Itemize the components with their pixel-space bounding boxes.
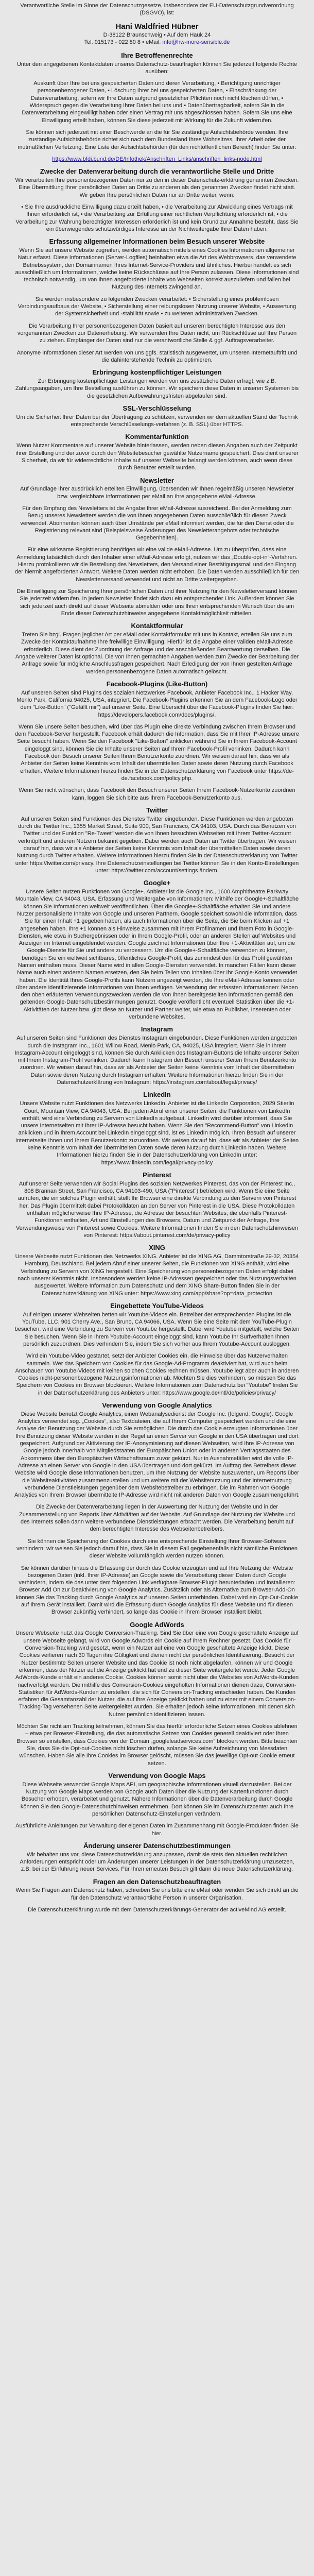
section-paragraph: Diese Website benutzt Google Analytics, einen Webanalysedienst der Google Inc. (folgend: Google). Google Analytics verwendet sog. „Cookies“, also Textdateien, die auf Ihrem Computer gespeichert werden und die eine Analyse der Benutzung der Website durch Sie ermöglichen. Die durch das Cookie erzeugten Informationen über Ihre Benutzung dieser Website werden in der Regel an einen Server von Google in den USA übertragen und dort gespeichert. Aufgrund der Aktivierung der IP-Anonymisierung auf diesen Webseiten, wird Ihre IP-Adresse von Google jedoch innerhalb von Mitgliedstaaten der Europäischen Union oder in anderen Vertragsstaaten des Abkommens über den Europäischen Wirtschaftsraum zuvor gekürzt. Nur in Ausnahmefällen wird die volle IP-Adresse an einen Server von Google in den USA übertragen und dort gekürzt. Im Auftrag des Betreibers dieser Website wird Google diese Informationen benutzen, um Ihre Nutzung der Website auszuwerten, um Reports über die Websiteaktivitäten zusammenzustellen und um weitere mit der Websitenutzung und der Internetnutzung verbundene Dienstleistungen gegenüber dem Websitebetreiber zu erbringen. Die im Rahmen von Google Analytics von Ihrem Browser übermittelte IP-Adresse wird nicht mit anderen Daten von Google zusammengeführt.	[14, 1411, 300, 1499]
controller-contact	[14, 31, 300, 46]
section-paragraph: Auf Grundlage Ihrer ausdrücklich erteilten Einwilligung, übersenden wir Ihnen regelmäßig unseren Newsletter bzw. vergleichbare Informationen per eMail an Ihre angegebene eMail-Adresse.	[20, 486, 294, 500]
section-maps	[14, 1772, 300, 1837]
controller-email-link[interactable]: info@hw-more-sensible.de	[162, 39, 230, 46]
section-heading: Eingebettete YouTube-Videos	[110, 1301, 204, 1310]
section-paragraph: Die Einwilligung zur Speicherung Ihrer persönlichen Daten und ihrer Nutzung für den Newsletterversand können Sie jederzeit widerrufen. In jedem Newsletter findet sich dazu ein entsprechender Link. Außerdem können Sie sich jederzeit auch direkt auf dieser Webseite abmelden oder uns Ihren entsprechenden Wunsch über die am Ende dieser Datenschutzhinweise angegebene Kontaktmöglichkeit mitteilen.	[16, 588, 298, 617]
section-twitter	[14, 806, 300, 874]
section-paragraph: Auf unseren Seiten sind Funktionen des Dienstes Twitter eingebunden. Diese Funktionen werden angeboten durch die Twitter Inc., 1355 Market Street, Suite 900, San Francisco, CA 94103, USA. Durch das Benutzen von Twitter und der Funktion "Re-Tweet" werden die von Ihnen besuchten Webseiten mit Ihrem Twitter-Account verknüpft und anderen Nutzern bekannt gegeben. Dabei werden auch Daten an Twitter übertragen. Wir weisen darauf hin, dass wir als Anbieter der Seiten keine Kenntnis vom Inhalt der übermittelten Daten sowie deren Nutzung durch Twitter erhalten. Weitere Informationen hierzu finden Sie in der Datenschutzerklärung von Twitter unter https://twitter.com/privacy. Ihre Datenschutzeinstellungen bei Twitter können Sie in den Konto-Einstellungen unter: https://twitter.com/account/settings ändern.	[15, 816, 299, 874]
section-paragraph: Sie können darüber hinaus die Erfassung der durch das Cookie erzeugten und auf Ihre Nutzung der Website bezogenen Daten (inkl. Ihrer IP-Adresse) an Google sowie die Verarbeitung dieser Daten durch Google verhindern, indem sie das unter dem folgenden Link verfügbare Browser-Plugin herunterladen und installieren: Browser Add On zur Deaktivierung von Google Analytics. Zusätzlich oder als Alternative zum Browser-Add-On können Sie das Tracking durch Google Analytics auf unseren Seiten unterbinden. Dabei wird ein Opt-Out-Cookie auf Ihrem Gerät installiert. Damit wird die Erfassung durch Google Analytics für diese Website und für diesen Browser zukünftig verhindert, so lange das Cookie in Ihrem Browser installiert bleibt.	[15, 1565, 299, 1616]
section-paragraph: Die Datenschutzerklärung wurde mit dem Datenschutzerklärungs-Generator der activeMind AG erstellt.	[28, 1907, 286, 1913]
section-xing	[14, 1244, 300, 1297]
section-heading: Verwendung von Google Maps	[108, 1771, 206, 1780]
section-paragraph: Unsere Seiten nutzen Funktionen von Google+. Anbieter ist die Google Inc., 1600 Amphitheatre Parkway Mountain View, CA 94043, USA. Erfassung und Weitergabe von Informationen: Mithilfe der Google+-Schaltfläche können Sie Informationen weltweit veröffentlichen. Über die Google+-Schaltfläche erhalten Sie und andere Nutzer personalisierte Inhalte von Google und unseren Partnern. Google speichert sowohl die Information, dass Sie für einen Inhalt +1 gegeben haben, als auch Informationen über die Seite, die Sie beim Klicken auf +1 angesehen haben. Ihre +1 können als Hinweise zusammen mit Ihrem Profilnamen und Ihrem Foto in Google-Diensten, wie etwa in Suchergebnissen oder in Ihrem Google-Profil, oder an anderen Stellen auf Websites und Anzeigen im Internet eingeblendet werden. Google zeichnet Informationen über Ihre +1-Aktivitäten auf, um die Google-Dienste für Sie und andere zu verbessern. Um die Google+-Schaltfläche verwenden zu können, benötigen Sie ein weltweit sichtbares, öffentliches Google-Profil, das zumindest den für das Profil gewählten Namen enthalten muss. Dieser Name wird in allen Google-Diensten verwendet. In manchen Fällen kann dieser Name auch einen anderen Namen ersetzen, den Sie beim Teilen von Inhalten über Ihr Google-Konto verwendet haben. Die Identität Ihres Google-Profils kann Nutzern angezeigt werden, die Ihre eMail-Adresse kennen oder über andere identifizierende Informationen von Ihnen verfügen. Verwendung der erfassten Informationen: Neben den oben erläuterten Verwendungszwecken werden die von Ihnen bereitgestellten Informationen gemäß den geltenden Google-Datenschutzbestimmungen genutzt. Google veröffentlicht eventuell Statistiken über die +1-Aktivitäten der Nutzer bzw. gibt diese an Nutzer und Partner weiter, wie etwa an Publisher, Inserenten oder verbundene Websites.	[15, 889, 299, 1021]
section-heading: Facebook-Plugins (Like-Button)	[106, 680, 208, 688]
section-paragraph: Unsere Website nutzt Funktionen des Netzwerks LinkedIn. Anbieter ist die LinkedIn Corporation, 2029 Stierlin Court, Mountain View, CA 94043, USA. Bei jedem Abruf einer unserer Seiten, die Funktionen von LinkedIn enthält, wird eine Verbindung zu Servern von LinkedIn aufgebaut. LinkedIn wird darüber informiert, dass Sie unsere Internetseiten mit Ihrer IP-Adresse besucht haben. Wenn Sie den "Recommend-Button" von LinkedIn anklicken und in Ihrem Account bei LinkedIn eingeloggt sind, ist es LinkedIn möglich, Ihren Besuch auf unserer Internetseite Ihnen und Ihrem Benutzerkonto zuzuordnen. Wir weisen darauf hin, dass wir als Anbieter der Seiten keine Kenntnis vom Inhalt der übermittelten Daten sowie deren Nutzung durch LinkedIn haben. Weitere Informationen hierzu finden Sie in der Datenschutzerklärung von LinkedIn unter: https://www.linkedin.com/legal/privacy-policy	[15, 1100, 299, 1166]
section-paragraph: Ausführliche Anleitungen zur Verwaltung der eigenen Daten im Zusammenhang mit Google-Produkten finden Sie hier.	[15, 1823, 299, 1837]
section-heading: Kontaktformular	[131, 622, 183, 630]
section-paragraph: Wenn Sie Fragen zum Datenschutz haben, schreiben Sie uns bitte eine eMail oder wenden Sie sich direkt an die für den Datenschutz verantwortliche Person in unserer Organisation.	[15, 1887, 299, 1901]
controller-intro: Verantwortliche Stelle im Sinne der Datenschutzgesetze, insbesondere der EU-Datenschutzgrundverordnung (DSGVO), ist:	[20, 3, 294, 16]
section-heading: Ihre Betroffenenrechte	[121, 51, 193, 59]
section-heading: Kommentarfunktion	[125, 433, 189, 441]
section-paragraph: Auf unseren Seiten sind Plugins des sozialen Netzwerkes Facebook, Anbieter Facebook Inc., 1 Hacker Way, Menlo Park, California 94025, USA, integriert. Die Facebook-Plugins erkennen Sie an dem Facebook-Logo oder dem "Like-Button" ("Gefällt mir") auf unserer Seite. Eine Übersicht über die Facebook-Plugins finden Sie hier: https://developers.facebook.com/docs/plugins/.	[16, 689, 298, 718]
section-paragraph: Unsere Webseite nutzt Funktionen des Netzwerks XING. Anbieter ist die XING AG, Dammtorstraße 29-32, 20354 Hamburg, Deutschland. Bei jedem Abruf einer unserer Seiten, die Funktionen von XING enthält, wird eine Verbindung zu Servern von XING hergestellt. Eine Speicherung von personenbezogenen Daten erfolgt dabei nach unserer Kenntnis nicht. Insbesondere werden keine IP-Adressen gespeichert oder das Nutzungsverhalten ausgewertet. Weitere Information zum Datenschutz und dem XING Share-Button finden Sie in der Datenschutzerklärung von XING unter: https://www.xing.com/app/share?op=data_protection	[15, 1253, 299, 1297]
section-paragraph: Zur Erbringung kostenpflichtiger Leistungen werden von uns zusätzliche Daten erfragt, wie z.B. Zahlungsangaben, um Ihre Bestellung ausführen zu können. Wir speichern diese Daten in unseren Systemen bis die gesetzlichen Aufbewahrungsfristen abgelaufen sind.	[15, 378, 299, 399]
section-heading: Fragen an den Datenschutzbeauftragten	[93, 1877, 221, 1886]
section-paragraph: Unsere Webseite nutzt das Google Conversion-Tracking. Sind Sie über eine von Google geschaltete Anzeige auf unsere Webseite gelangt, wird von Google Adwords ein Cookie auf Ihrem Rechner gesetzt. Das Cookie für Conversion-Tracking wird gesetzt, wenn ein Nutzer auf eine von Google geschaltete Anzeige klickt. Diese Cookies verlieren nach 30 Tagen ihre Gültigkeit und dienen nicht der persönlichen Identifizierung. Besucht der Nutzer bestimmte Seiten unserer Website und das Cookie ist noch nicht abgelaufen, können wir und Google erkennen, dass der Nutzer auf die Anzeige geklickt hat und zu dieser Seite weitergeleitet wurde. Jeder Google AdWords-Kunde erhält ein anderes Cookie. Cookies können somit nicht über die Websites von AdWords-Kunden nachverfolgt werden. Die mithilfe des Conversion-Cookies eingeholten Informationen dienen dazu, Conversion-Statistiken für AdWords-Kunden zu erstellen, die sich für Conversion-Tracking entschieden haben. Die Kunden erfahren die Gesamtanzahl der Nutzer, die auf ihre Anzeige geklickt haben und zu einer mit einem Conversion-Tracking-Tag versehenen Seite weitergeleitet wurden. Sie erhalten jedoch keine Informationen, mit denen sich Nutzer persönlich identifizieren lassen.	[15, 1630, 299, 1718]
section-heading: Newsletter	[140, 476, 174, 484]
section-paragraph: Wird ein Youtube-Video gestartet, setzt der Anbieter Cookies ein, die Hinweise über das Nutzerverhalten sammeln. Wer das Speichern von Cookies für das Google-Ad-Programm deaktiviert hat, wird auch beim Anschauen von Youtube-Videos mit keinen solchen Cookies rechnen müssen. Youtube legt aber auch in anderen Cookies nicht-personenbezogene Nutzungsinformationen ab. Möchten Sie dies verhindern, so müssen Sie das Speichern von Cookies im Browser blockieren. Weitere Informationen zum Datenschutz bei "Youtube" finden Sie in der Datenschutzerklärung des Anbieters unter: https://www.google.de/intl/de/policies/privacy/	[15, 1353, 299, 1396]
section-heading: Pinterest	[143, 1171, 171, 1179]
section-paragraph: Wenn Sie nicht wünschen, dass Facebook den Besuch unserer Seiten Ihrem Facebook-Nutzerkonto zuordnen kann, loggen Sie sich bitte aus Ihrem Facebook-Benutzerkonto aus.	[19, 787, 295, 801]
section-einwilligung	[14, 368, 300, 400]
section-facebook	[14, 680, 300, 802]
section-kontakt	[14, 622, 300, 675]
section-paragraph: Wenn Sie auf unsere Website zugreifen, werden automatisch mittels eines Cookies Informationen allgemeiner Natur erfasst. Diese Informationen (Server-Logfiles) beinhalten etwa die Art des Webbrowsers, das verwendete Betriebssystem, den Domainnamen Ihres Internet-Service-Providers und ähnliches. Hierbei handelt es sich ausschließlich um Informationen, welche keine Rückschlüsse auf Ihre Person zulassen. Diese Informationen sind technisch notwendig, um von Ihnen angeforderte Inhalte von Webseiten korrekt auszuliefern und fallen bei Nutzung des Internets zwingend an.	[15, 247, 299, 291]
controller-name: Hani Waldfried Hübner	[115, 22, 199, 31]
section-pinterest	[14, 1171, 300, 1239]
section-paragraph: Die Zwecke der Datenverarbeitung liegen in der Auswertung der Nutzung der Website und in der Zusammenstellung von Reports über Aktivitäten auf der Website. Auf Grundlage der Nutzung der Website und des Internets sollen dann weitere verbundene Dienstleistungen erbracht werden. Die Verarbeitung beruht auf dem berechtigten Interesse des Webseitenbetreibers.	[19, 1504, 295, 1533]
section-paragraph: Auf unserer Seite verwenden wir Social Plugins des sozialen Netzwerkes Pinterest, das von der Pinterest Inc., 808 Brannan Street, San Francisco, CA 94103-490, USA ("Pinterest") betrieben wird. Wenn Sie eine Seite aufrufen, die ein solches Plugin enthält, stellt Ihr Browser eine direkte Verbindung zu den Servern von Pinterest her. Das Plugin übermittelt dabei Protokolldaten an den Server von Pinterest in die USA. Diese Protokolldaten enthalten möglicherweise Ihre IP-Adresse, die Adresse der besuchten Websites, die ebenfalls Pinterest-Funktionen enthalten, Art und Einstellungen des Browsers, Datum und Zeitpunkt der Anfrage, Ihre Verwendungsweise von Pinterest sowie Cookies. Weitere Informationen finden Sie in den Datenschutzhinweisen von Pinterest: https://about.pinterest.com/de/privacy-policy	[15, 1180, 299, 1239]
section-kommentar	[14, 433, 300, 471]
section-heading: XING	[149, 1244, 165, 1252]
section-paragraph: Sie werden insbesondere zu folgenden Zwecken verarbeitet: • Sicherstellung eines problemlosen Verbindungsaufbaus der Website, • Sicherstellung einer reibungslosen Nutzung unserer Website, • Auswertung der Systemsicherheit und -stabilität sowie • zu weiteren administrativen Zwecken.	[18, 296, 296, 317]
section-aenderung	[14, 1842, 300, 1873]
link-paragraph	[14, 156, 300, 163]
section-heading: Zwecke der Datenverarbeitung durch die verantwortliche Stelle und Dritte	[40, 167, 274, 176]
controller-address: D-38122 Braunschweig • Auf dem Hauk 24	[103, 32, 211, 39]
section-paragraph: Auskunft über Ihre bei uns gespeicherten Daten und deren Verarbeitung, • Berichtigung unrichtiger personenbezogener Daten, • Löschung Ihrer bei uns gespeicherten Daten, • Einschränkung der Datenverarbeitung, sofern wir Ihre Daten aufgrund gesetzlicher Pflichten noch nicht löschen dürfen, • Widerspruch gegen die Verarbeitung Ihrer Daten bei uns und • Datenübertragbarkeit, sofern Sie in die Datenverarbeitung eingewilligt haben oder einen Vertrag mit uns abgeschlossen haben. Sofern Sie uns eine Einwilligung erteilt haben, können Sie diese jederzeit mit Wirkung für die Zukunft widerrufen.	[22, 80, 292, 124]
section-paragraph: Wir verarbeiten Ihre personenbezogenen Daten nur zu den in dieser Datenschutz-erklärung genannten Zwecken. Eine Übermittlung Ihrer persönlichen Daten an Dritte zu anderen als den genannten Zwecken findet nicht statt. Wir geben Ihre persönlichen Daten nur an Dritte weiter, wenn:	[15, 177, 299, 198]
section-heading: Änderung unserer Datenschutzbestimmungen	[83, 1841, 231, 1850]
authority-list-link[interactable]: https://www.bfdi.bund.de/DE/Infothek/Anschriften_Links/anschriften_links-node.html	[52, 156, 262, 162]
section-paragraph: Wenn Nutzer Kommentare auf unserer Website hinterlassen, werden neben diesen Angaben auch der Zeitpunkt ihrer Erstellung und der zuvor durch den Websitebesucher gewählte Nutzername gespeichert. Dies dient unserer Sicherheit, da wir für widerrechtliche Inhalte auf unserer Webseite belangt werden können, auch wenn diese durch Benutzer erstellt wurden.	[15, 443, 299, 471]
section-paragraph: Für den Empfang des Newsletters ist die Angabe Ihrer eMail-Adresse ausreichend. Bei der Anmeldung zum Bezug unseres Newsletters werden die von Ihnen angegebenen Daten ausschließlich für diesen Zweck verwendet. Abonnenten können auch über Umstände per eMail informiert werden, die für den Dienst oder die Registrierung relevant sind (Beispielsweise Änderungen des Newsletterangebots oder technische Gegebenheiten).	[20, 505, 294, 541]
section-linkedin	[14, 1091, 300, 1166]
section-paragraph: Wir behalten uns vor, diese Datenschutzerklärung anzupassen, damit sie stets den aktuellen rechtlichen Anforderungen entspricht oder um Änderungen unserer Leistungen in der Datenschutzerklärung umzusetzen, z.B. bei der Einführung neuer Services. Für Ihren erneuten Besuch gilt dann die neue Datenschutzerklärung.	[20, 1851, 294, 1873]
section-paragraph: • Sie Ihre ausdrückliche Einwilligung dazu erteilt haben, • die Verarbeitung zur Abwicklung eines Vertrags mit Ihnen erforderlich ist, • die Verarbeitung zur Erfüllung einer rechtlichen Verpflichtung erforderlich ist, • die Verarbeitung zur Wahrung berechtigter Interessen erforderlich ist und kein Grund zur Annahme besteht, dass Sie ein überwiegendes schutzwürdiges Interesse an der Nichtweitergabe Ihrer Daten haben.	[15, 204, 299, 232]
section-paragraph: Die Verarbeitung Ihrer personenbezogenen Daten basiert auf unserem berechtigten Interesse aus den vorgenannten Zwecken zur Datenerhebung. Wir verwenden Ihre Daten nicht, um Rückschlüsse auf Ihre Person zu ziehen. Empfänger der Daten sind nur die verantwortliche Stelle & ggf. Auftragsverarbeiter.	[17, 323, 297, 344]
section-zwecke	[14, 167, 300, 233]
section-paragraph: Anonyme Informationen dieser Art werden von uns ggfs. statistisch ausgewertet, um unseren Internetauftritt und die dahinterstehende Technik zu optimieren.	[16, 349, 298, 363]
section-youtube	[14, 1302, 300, 1397]
section-paragraph: Auf einigen unserer Webseiten betten wir Youtube-Videos ein. Betreiber der entsprechenden Plugins ist die YouTube, LLC, 901 Cherry Ave., San Bruno, CA 94066, USA. Wenn Sie eine Seite mit dem YouTube-Plugin besuchen, wird eine Verbindung zu Servern von Youtube hergestellt. Dabei wird Youtube mitgeteilt, welche Seiten Sie besuchen. Wenn Sie in Ihrem Youtube-Account eingeloggt sind, kann Youtube Ihr Surfverhalten Ihnen persönlich zuzuordnen. Dies verhindern Sie, indem Sie sich vorher aus Ihrem Youtube-Account ausloggen.	[14, 1311, 300, 1347]
section-analytics	[14, 1401, 300, 1616]
section-ssl	[14, 404, 300, 428]
section-newsletter	[14, 477, 300, 618]
section-heading: Erfassung allgemeiner Informationen beim Besuch unserer Website	[49, 238, 265, 246]
section-paragraph: Sie können sich jederzeit mit einer Beschwerde an die für Sie zuständige Aufsichtsbehörde wenden. Ihre zuständige Aufsichtsbehörde richtet sich nach dem Bundesland Ihres Wohnsitzes, Ihrer Arbeit oder der mutmaßlichen Verletzung. Eine Liste der Aufsichtsbehörden (für den nichtöffentlichen Bereich) finden Sie unter:	[18, 129, 296, 150]
section-paragraph: Möchten Sie nicht am Tracking teilnehmen, können Sie das hierfür erforderliche Setzen eines Cookies ablehnen – etwa per Browser-Einstellung, die das automatische Setzen von Cookies generell deaktiviert oder Ihren Browser so einstellen, dass Cookies von der Domain „googleleadservices.com“ blockiert werden. Bitte beachten Sie, dass Sie die Opt-out-Cookies nicht löschen dürfen, solange Sie keine Aufzeichnung von Messdaten wünschen. Haben Sie alle Ihre Cookies im Browser gelöscht, müssen Sie das jeweilige Opt-out Cookie erneut setzen.	[16, 1723, 298, 1767]
section-paragraph: Für eine wirksame Registrierung benötigen wir eine valide eMail-Adresse. Um zu überprüfen, dass eine Anmeldung tatsächlich durch den Inhaber einer eMail-Adresse erfolgt, nutzen wir das „Double-opt-in“-Verfahren. Hierzu protokollieren wir die Bestellung des Newsletters, den Versand einer Bestätigungsmail und den Eingang der hiermit angeforderten Antwort. Weitere Daten werden nicht erhoben. Die Daten werden ausschließlich für den Newsletterversand verwendet und nicht an Dritte weitergegeben.	[15, 547, 299, 583]
section-instagram	[14, 1025, 300, 1086]
section-heading: Google AdWords	[130, 1620, 184, 1629]
section-heading: Instagram	[141, 1025, 173, 1033]
section-heading: Verwendung von Google Analytics	[102, 1401, 212, 1409]
controller-info	[14, 2, 300, 46]
section-fragen	[14, 1878, 300, 1914]
section-adwords	[14, 1621, 300, 1767]
section-heading: SSL-Verschlüsselung	[123, 404, 191, 412]
section-googleplus	[14, 879, 300, 1021]
section-erfassung	[14, 238, 300, 364]
section-paragraph: Wenn Sie unsere Seiten besuchen, wird über das Plugin eine direkte Verbindung zwischen Ihrem Browser und dem Facebook-Server hergestellt. Facebook erhält dadurch die Information, dass Sie mit Ihrer IP-Adresse unsere Seite besucht haben. Wenn Sie den Facebook "Like-Button" anklicken während Sie in Ihrem Facebook-Account eingeloggt sind, können Sie die Inhalte unserer Seiten auf Ihrem Facebook-Profil verlinken. Dadurch kann Facebook den Besuch unserer Seiten Ihrem Benutzerkonto zuordnen. Wir weisen darauf hin, dass wir als Anbieter der Seiten keine Kenntnis vom Inhalt der übermittelten Daten sowie deren Nutzung durch Facebook erhalten. Weitere Informationen hierzu finden Sie in der Datenschutzerklärung von Facebook unter https://de-de.facebook.com/policy.php.	[14, 723, 300, 782]
controller-phone: Tel. 015173 - 022 80 8 • eMail:	[84, 39, 161, 46]
section-heading: Twitter	[146, 806, 168, 814]
section-paragraph: Treten Sie bzgl. Fragen jeglicher Art per eMail oder Kontaktformular mit uns in Kontakt, erteilen Sie uns zum Zwecke der Kontaktaufnahme Ihre freiwillige Einwilligung. Hierfür ist die Angabe einer validen eMail-Adresse erforderlich. Diese dient der Zuordnung der Anfrage und der anschließenden Beantwortung derselben. Die Angabe weiterer Daten ist optional. Die von Ihnen gemachten Angaben werden zum Zwecke der Bearbeitung der Anfrage sowie für mögliche Anschlussfragen gespeichert. Nach Erledigung der von Ihnen gestellten Anfrage werden personenbezogene Daten automatisch gelöscht.	[15, 632, 299, 675]
section-paragraph: Um die Sicherheit Ihrer Daten bei der Übertragung zu schützen, verwenden wir dem aktuellen Stand der Technik entsprechende Verschlüsselungs-verfahren (z. B. SSL) über HTTPS.	[16, 414, 298, 428]
section-paragraph: Auf unseren Seiten sind Funktionen des Dienstes Instagram eingebunden. Diese Funktionen werden angeboten durch die Instagram Inc., 1601 Willow Road, Menlo Park, CA, 94025, USA integriert. Wenn Sie in Ihrem Instagram-Account eingeloggt sind, können Sie durch Anklicken des Instagram-Buttons die Inhalte unserer Seiten mit Ihrem Instagram-Profil verlinken. Dadurch kann Instagram den Besuch unserer Seiten Ihrem Benutzerkonto zuordnen. Wir weisen darauf hin, dass wir als Anbieter der Seiten keine Kenntnis vom Inhalt der übermittelten Daten sowie deren Nutzung durch Instagram erhalten. Weitere Informationen hierzu finden Sie in der Datenschutzerklärung von Instagram: https://instagram.com/about/legal/privacy/	[14, 1035, 300, 1086]
section-rechte	[14, 52, 300, 163]
section-paragraph: Unter den angegebenen Kontaktdaten unseres Datenschutz-beauftragten können Sie jederzeit folgende Rechte ausüben:	[16, 61, 298, 75]
section-heading: LinkedIn	[143, 1091, 171, 1099]
policy-sections	[14, 52, 300, 1914]
section-paragraph: Sie können die Speicherung der Cookies durch eine entsprechende Einstellung Ihrer Browser-Software verhindern; wir weisen Sie jedoch darauf hin, dass Sie in diesem Fall gegebenenfalls nicht sämtliche Funktionen dieser Website vollumfänglich werden nutzen können.	[16, 1538, 298, 1560]
section-heading: Erbringung kostenpflichtiger Leistungen	[92, 368, 222, 377]
section-paragraph: Diese Webseite verwendet Google Maps API, um geographische Informationen visuell darzustellen. Bei der Nutzung von Google Maps werden von Google auch Daten über die Nutzung der Kartenfunktionen durch Besucher erhoben, verarbeitet und genutzt. Nähere Informationen über die Datenverarbeitung durch Google können Sie den Google-Datenschutzhinweisen entnehmen. Dort können Sie im Datenschutzcenter auch Ihre persönlichen Datenschutz-Einstellungen verändern.	[20, 1781, 294, 1817]
section-heading: Google+	[143, 879, 171, 887]
